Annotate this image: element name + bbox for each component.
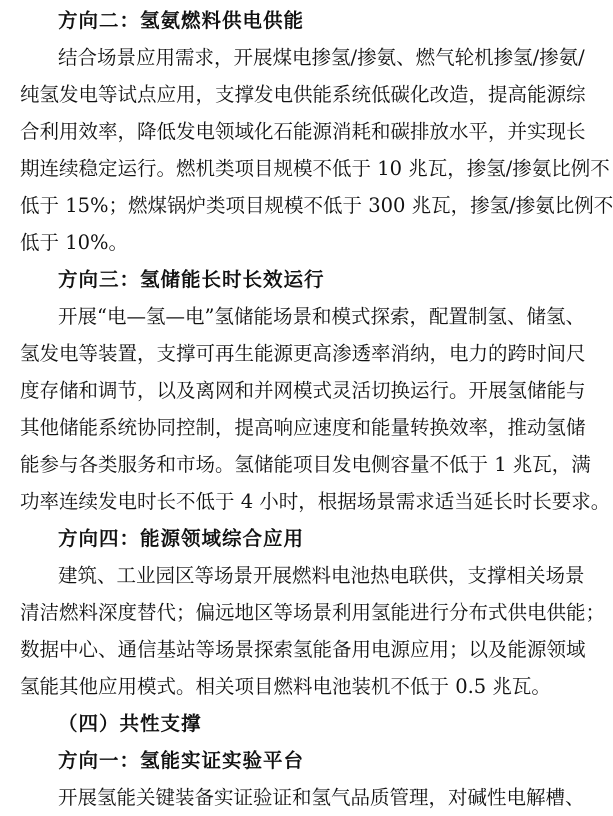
paragraph-line: 开展氢能关键装备实证验证和氢气品质管理，对碱性电解槽、 bbox=[58, 786, 585, 809]
section-heading-direction-2: 方向二：氢氨燃料供电供能 bbox=[58, 9, 305, 32]
paragraph-line: 其他储能系统协同控制，提高响应速度和能量转换效率，推动氢储 bbox=[20, 416, 586, 439]
paragraph-line: 氢发电等装置，支撑可再生能源更高渗透率消纳，电力的跨时间尺 bbox=[20, 342, 586, 365]
paragraph-line: 功率连续发电时长不低于 4 小时，根据场景需求适当延长时长要求。 bbox=[20, 490, 611, 513]
paragraph-line: 低于 15%；燃煤锅炉类项目规模不低于 300 兆瓦，掺氢/掺氨比例不 bbox=[20, 194, 613, 217]
paragraph-line: 建筑、工业园区等场景开展燃料电池热电联供，支撑相关场景 bbox=[58, 564, 585, 587]
paragraph-line: 期连续稳定运行。燃机类项目规模不低于 10 兆瓦，掺氢/掺氨比例不 bbox=[20, 157, 610, 180]
section-heading-common-support: （四）共性支撑 bbox=[58, 712, 202, 735]
section-heading-direction-4: 方向四：能源领域综合应用 bbox=[58, 527, 305, 550]
paragraph-line: 能参与各类服务和市场。氢储能项目发电侧容量不低于 1 兆瓦，满 bbox=[20, 453, 591, 476]
paragraph-line: 度存储和调节，以及离网和并网模式灵活切换运行。开展氢储能与 bbox=[20, 379, 586, 402]
paragraph-line: 合利用效率，降低发电领域化石能源消耗和碳排放水平，并实现长 bbox=[20, 120, 586, 143]
paragraph-line: 纯氢发电等试点应用，支撑发电供能系统低碳化改造，提高能源综 bbox=[20, 83, 586, 106]
section-heading-direction-3: 方向三：氢储能长时长效运行 bbox=[58, 268, 325, 291]
paragraph-line: 氢能其他应用模式。相关项目燃料电池装机不低于 0.5 兆瓦。 bbox=[20, 675, 551, 698]
paragraph-line: 结合场景应用需求，开展煤电掺氢/掺氨、燃气轮机掺氢/掺氨/ bbox=[58, 46, 585, 69]
paragraph-line: 低于 10%。 bbox=[20, 231, 129, 254]
paragraph-line: 清洁燃料深度替代；偏远地区等场景利用氢能进行分布式供电供能； bbox=[20, 601, 606, 624]
section-heading-direction-1: 方向一：氢能实证实验平台 bbox=[58, 749, 305, 772]
paragraph-line: 数据中心、通信基站等场景探索氢能备用电源应用；以及能源领域 bbox=[20, 638, 586, 661]
paragraph-line: 开展“电—氢—电”氢储能场景和模式探索，配置制氢、储氢、 bbox=[58, 305, 585, 328]
